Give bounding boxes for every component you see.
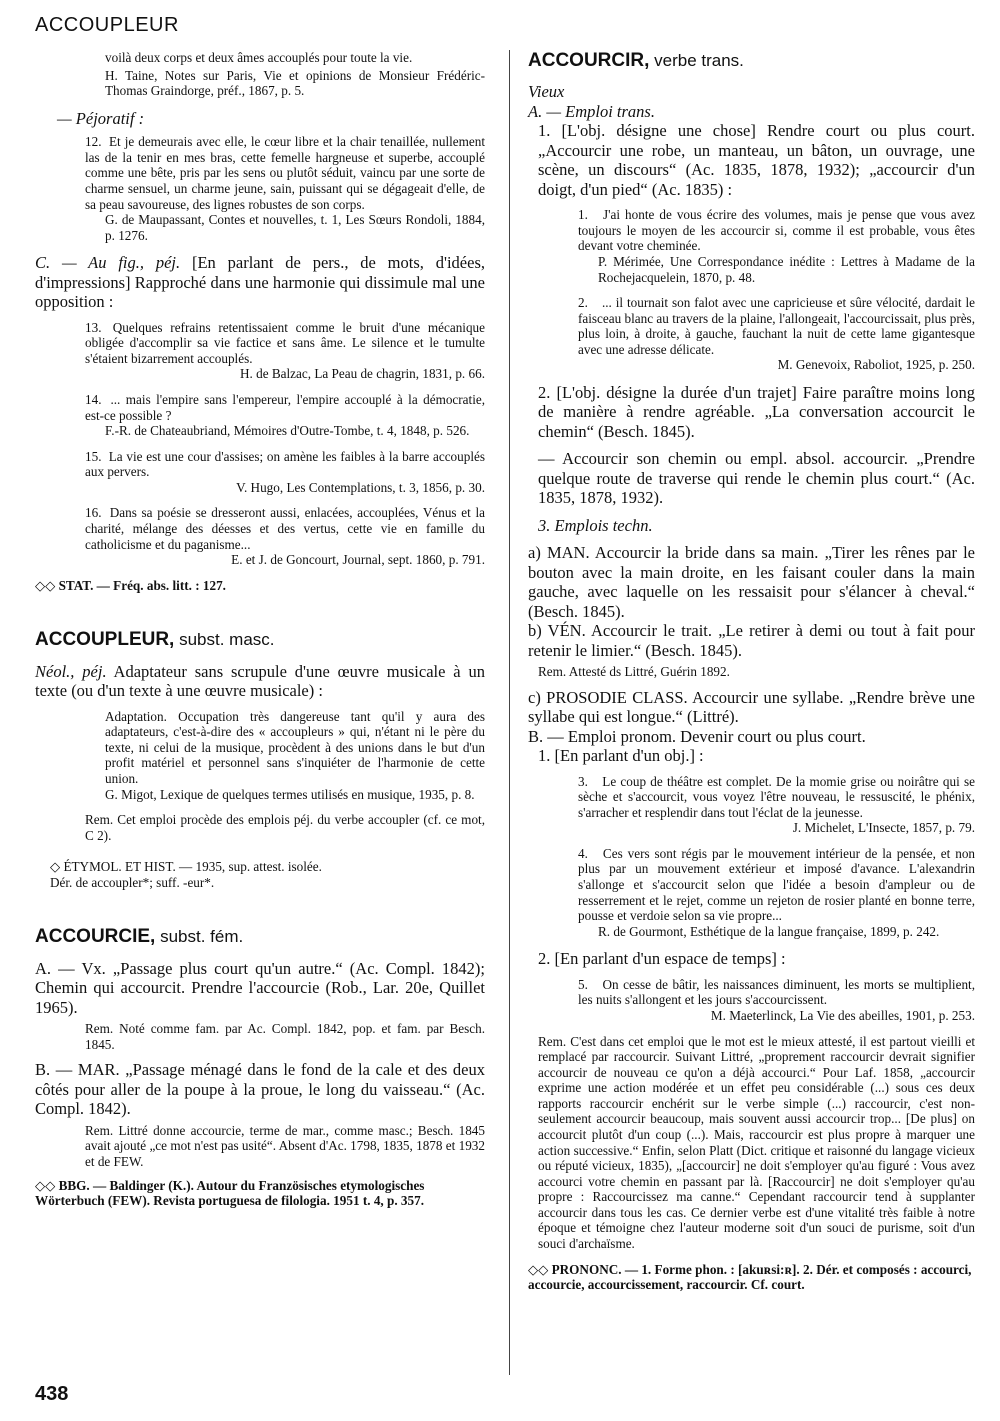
- section-a: A. — Emploi trans.: [528, 101, 655, 121]
- stat-line: ◇◇ STAT. — Fréq. abs. litt. : 127.: [35, 577, 226, 593]
- etymol-derivation: Dér. de accoupler*; suff. -eur*.: [50, 874, 215, 890]
- accourcie-b: B. — MAR. „Passage ménagé dans le fond de la cale et des deux côtés pour aller de la poupe à la proue, le long du vaisseau.“ (Ac. Compl. 1842).: [35, 1060, 485, 1119]
- quote-11-continued: voilà deux corps et deux âmes accouplés pour toute la vie.: [105, 50, 413, 65]
- sense-a3-b: b) VÉN. Accourcir le trait. „Le retirer à demi ou tout à fait pour retenir le limier.“ (Besch. 1845).: [528, 621, 975, 660]
- left-column: [35, 50, 485, 1209]
- prononc-line: ◇◇ PRONONC. — 1. Forme phon. : [akuʀsi:ʀ]. 2. Dér. et composés : accourci, accourcie, accourcissement, raccourcir. Cf. court.: [528, 1261, 972, 1293]
- sense-b2: 2. [En parlant d'un espace de temps] :: [538, 949, 786, 969]
- accourcie-rem-2: Rem. Littré donne accourcie, terme de mar., comme masc.; Besch. 1845 avait ajouté „ce mot n'est pas usité“. Absent d'Ac. 1798, 1835, 1878 et 1932 et de FEW.: [85, 1122, 485, 1169]
- accourcie-a: A. — Vx. „Passage plus court qu'un autre.“ (Ac. Compl. 1842); Chemin qui accourcit. Prendre l'accourcie (Rob., Lar. 20e, Quillet 1965).: [35, 958, 485, 1017]
- right-column: [528, 50, 975, 1293]
- etymol-line: ◇ ÉTYMOL. ET HIST. — 1935, sup. attest. isolée.: [50, 859, 322, 875]
- remark-usage: Rem. C'est dans cet emploi que le mot est le mieux attesté, il est partout vieilli et remplacé par raccourcir. Suivant Littré, „proprement raccourcir devrait signifier accourcir de nouveau ce qu'on a déjà accourci.“ Pour Laf. 1858, „accourcir exprime une action modérée et un effet peu considérable (...) sous ces deux rapports raccourcir enchérit sur le verbe simple (...) raccourcir, c'est non-seulement accourcir beaucoup, mais souvent aussi accourcir trop... [De plus] on accourcit plutôt d'un coup (...). Mais, raccourcir est plus propre à marquer une action successive.“ Enfin, selon Platt (Dict. critique et raisonné du langage vicieux ou réputé vicieux, 1835), „[accourcir] ne doit s'employer qu'au figuré : Vous avez accourci votre chemin en passant par là. [Raccourcir] ne doit s'employer qu'au propre : Raccourcissez ma canne.“ Cependant raccourcir tend à supplanter accourcir dans tous les cas. Ce dernier verbe est d'une vitalité très faible à notre époque et témoigne chez l'auteur moderne soit d'un souci de purisme, soit d'un souci d'archaïsme.: [538, 1033, 975, 1252]
- bbg-line: ◇◇ BBG. — Baldinger (K.). Autour du Französisches etymologisches Wörterbuch (FEW). Revista portuguesa de filologia. 1951 t. 4, p. 357.: [35, 1177, 425, 1209]
- running-header: ACCOUPLEUR: [35, 14, 179, 36]
- page-number: 438: [35, 1383, 69, 1405]
- entry-accoupleur: ACCOUPLEUR, subst. masc.: [35, 629, 275, 651]
- accourcie-rem-1: Rem. Noté comme fam. par Ac. Compl. 1842, pop. et fam. par Besch. 1845.: [85, 1021, 485, 1052]
- sense-a3-rem: Rem. Attesté ds Littré, Guérin 1892.: [538, 664, 730, 680]
- sense-a3-a: a) MAN. Accourcir la bride dans sa main. „Tirer les rênes par le bouton avec la main droite, en les faisant couler dans la main gauche, avec laquelle on les ressaisit pour s'élancer à cheval.“ (Besch. 1845).: [528, 543, 975, 621]
- section-b: B. — Emploi pronom. Devenir court ou plus court.: [528, 726, 866, 746]
- sense-a2: 2. [L'obj. désigne la durée d'un trajet] Faire paraître moins long de manière à rendre agréable. „La conversation accourcit le chemin“ (Besch. 1845).: [538, 383, 975, 441]
- section-c: C. — Au fig., péj. [En parlant de pers., de mots, d'idées, d'impressions] Rapproché dans une harmonie qui dissimule mal une opposition :: [35, 253, 485, 312]
- accoupleur-quote: Adaptation. Occupation très dangereuse tant qu'il y aura des adaptateurs, c'est-à-dire des « accoupleurs » qui, n'étant ni le père du texte, ni celui de la musique, procèdent à des unions dans le but d'un profit matériel et personnel sans s'inquiéter de l'harmonie de cette union. G. Migot, Lexique de quelques termes utilisés en musique, 1935, p. 8.: [105, 708, 485, 802]
- accoupleur-rem: Rem. Cet emploi procède des emplois péj. du verbe accoupler (cf. ce mot, C 2).: [85, 812, 485, 843]
- sense-a2-absol: — Accourcir son chemin ou empl. absol. accourcir. „Prendre quelque route de traverse qui rende le chemin plus court.“ (Ac. 1835, 1878, 1932).: [538, 449, 975, 508]
- quote-15: 15. La vie est une cour d'assises; on amène les faibles à la barre accouplés aux pervers. V. Hugo, Les Contemplations, t. 3, 1856, p. 30.: [85, 448, 485, 495]
- quote-13: 13. Quelques refrains retentissaient comme le bruit d'une mécanique obligée d'accomplir sa vie factice et sans âme. Le silence et le tumulte s'étaient bizarrement accouplés. H. de Balzac, La Peau de chagrin, 1831, p. 66.: [85, 319, 485, 382]
- quote-1: 1. J'ai honte de vous écrire des volumes, mais je pense que vous avez toujours le moyen de les accourcir si, comme il est probable, vous êtes devant votre cheminée. P. Mérimée, Une Correspondance inédite : Lettres à Madame de la Rochejacquelein, 1870, p. 48.: [578, 207, 976, 285]
- label-vieux: Vieux: [528, 82, 565, 102]
- quote-2: 2. ... il tournait son falot avec une capricieuse et sûre vélocité, dardait le faisceau blanc au travers de la plaine, l'allongeait, l'accourcissait, plus près, plus loin, à droite, à gauche, fauchant la nuit de cette lame gigantesque avec une adresse délicate. M. Genevoix, Raboliot, 1925, p. 250.: [578, 295, 975, 373]
- quote-3: 3. Le coup de théâtre est complet. De la momie grise ou noirâtre qui se sèche et s'accourcit, vous voyez l'être nouveau, le ressuscité, le phénix, s'arracher et resplendir dans tout l'éclat de la jeunesse. J. Michelet, L'Insecte, 1857, p. 79.: [578, 773, 976, 836]
- quote-14: 14. ... mais l'empire sans l'empereur, l'empire accouplé à la démocratie, est-ce possible ? F.-R. de Chateaubriand, Mémoires d'Outre-Tombe, t. 4, 1848, p. 526.: [85, 391, 486, 439]
- section-pejoratif: — Péjoratif :: [57, 108, 145, 128]
- quote-5: 5. On cesse de bâtir, les naissances diminuent, les morts se multiplient, les nuits s'allongent et les jours s'accourcissent. M. Maeterlinck, La Vie des abeilles, 1901, p. 253.: [578, 976, 975, 1023]
- entry-accourcir: ACCOURCIR, verbe trans.: [528, 50, 744, 71]
- quote-4: 4. Ces vers sont régis par le mouvement intérieur de la pensée, et non plus par un mouvement extérieur et imposé d'avance. L'alexandrin s'allonge et s'accourcit selon que l'idée a besoin d'ampleur ou de resserrement et le rejet, comme un rejeton de rosier planté en bonne terre, pousse et verdoie selon sa vie propre... R. de Gourmont, Esthétique de la langue française, 1899, p. 242.: [578, 845, 976, 939]
- quote-12: 12. Et je demeurais avec elle, le cœur libre et la chair tenaillée, nullement las de la tenir en mes bras, cette femelle hargneuse et superbe, accouplé comme une bête, pris par les sens ou plutôt séduit, vaincu par une sorte de charme sensuel, un charme jeune, sain, puissant qui se dégageait d'elle, de sa peau savoureuse, des lignes robustes de son corps. G. de Maupassant, Contes et nouvelles, t. 1, Les Sœurs Rondoli, 1884, p. 1276.: [85, 134, 486, 243]
- accoupleur-def: Néol., péj. Adaptateur sans scrupule d'une œuvre musicale à un texte (ou d'un texte à une œuvre musicale) :: [35, 661, 485, 701]
- sense-a1: 1. [L'obj. désigne une chose] Rendre court ou plus court. „Accourcir une robe, un manteau, un bâton, un ouvrage, une scène, un discours“ (Ac. 1835, 1878, 1932); „accourcir d'un doigt, d'un pied“ (Ac. 1835) :: [538, 121, 975, 199]
- quote-11-ref: H. Taine, Notes sur Paris, Vie et opinions de Monsieur Frédéric-Thomas Graindorge, préf., 1867, p. 5.: [105, 67, 485, 99]
- sense-a3: 3. Emplois techn.: [538, 515, 653, 535]
- sense-b1: 1. [En parlant d'un obj.] :: [538, 746, 704, 766]
- quote-16: 16. Dans sa poésie se dresseront aussi, enlacées, accouplées, Vénus et la charité, mélange des déesses et des vertus, cette vie en famille du catholicisme et du paganisme... E. et J. de Goncourt, Journal, sept. 1860, p. 791.: [85, 505, 485, 568]
- sense-a3-c: c) PROSODIE CLASS. Accourcir une syllabe. „Rendre brève une syllabe qui est longue.“ (Littré).: [528, 687, 975, 727]
- column-divider: [509, 50, 510, 1375]
- entry-accourcie: ACCOURCIE, subst. fém.: [35, 926, 244, 948]
